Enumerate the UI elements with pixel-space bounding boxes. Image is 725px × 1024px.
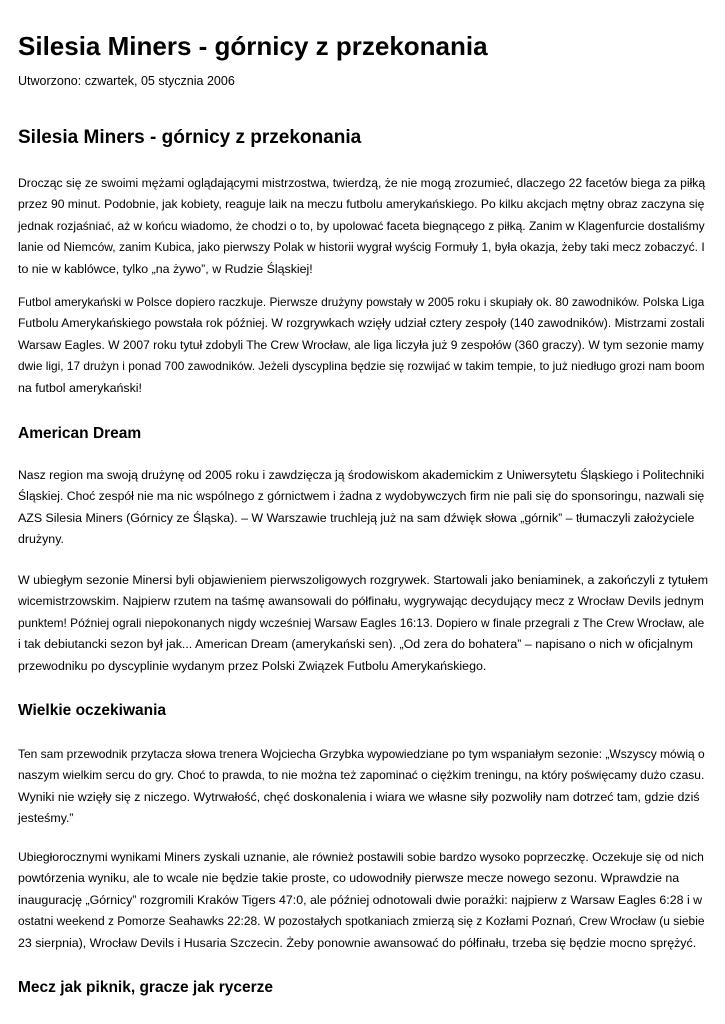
text-line: na futbol amerykański! xyxy=(18,380,142,395)
text-line: Nasz region ma swoją drużynę od 2005 roku i zawdzięcza ją środowiskom akademickim z Uniwersytetu Śląskiego i Politechniki xyxy=(18,468,705,482)
paragraph xyxy=(18,173,708,280)
text-line: lanie od Niemców, zanim Kubica, jako pierwszy Polak w historii wygrał wyścig Formuły 1, była okazja, żeby taki mecz zobaczyć. I xyxy=(18,240,705,255)
text-line: Ten sam przewodnik przytacza słowa trenera Wojciecha Grzybka wypowiedziane po tym wspaniałym sezonie: „Wszyscy mówią o xyxy=(18,747,705,761)
section-heading: Wielkie oczekiwania xyxy=(18,702,167,719)
article-title: Silesia Miners - górnicy z przekonania xyxy=(18,127,362,148)
paragraph xyxy=(18,744,708,830)
text-line: powtórzenia wyniku, ale to wcale nie będzie takie proste, co udowodniły pierwsze mecze nowego sezonu. Wprawdzie na xyxy=(18,871,680,886)
text-line: Wyniki nie wzięły się z niczego. Wytrwałość, chęć doskonalenia i wiara we własne siły pozwoliły nam dotrzeć tam, gdzie dziś xyxy=(18,789,700,804)
text-line: AZS Silesia Miners (Górnicy ze Śląska). – W Warszawie truchleją już na sam dźwięk słowa „górnik” – tłumaczyli założyciele xyxy=(18,510,695,525)
text-line: Śląskiej. Choć zespół nie ma nic wspólnego z górnictwem i żadna z wydobywczych firm nie pali się do sponsoringu, nazwali się xyxy=(18,489,705,504)
text-line: drużyny. xyxy=(18,532,64,547)
text-line: naszym wielkim sercu do gry. Choć to prawda, to nie można też zapominać o ciężkim treningu, na który poświęcamy dużo czasu. xyxy=(18,768,705,783)
text-line: W ubiegłym sezonie Minersi byli objawieniem pierwszoligowych rozgrywek. Startowali jako beniaminek, a zakończyli z tytułem xyxy=(18,573,709,587)
section-heading: American Dream xyxy=(18,425,142,442)
text-line: Warsaw Eagles. W 2007 roku tytuł zdobyli The Crew Wrocław, ale liga liczyła już 9 zespołów (360 graczy). W tym sezonie mamy xyxy=(18,337,704,352)
text-line: punktem! Później ograli niepokonanych nigdy wcześniej Warsaw Eagles 16:13. Dopiero w finale przegrali z The Crew Wrocław, ale xyxy=(18,615,705,630)
created-date: Utworzono: czwartek, 05 stycznia 2006 xyxy=(18,74,235,88)
text-line: 23 sierpnia), Wrocław Devils i Husaria Szczecin. Żeby ponownie awansować do półfinału, trzeba się będzie mocno sprężyć. xyxy=(18,935,697,950)
section-heading: Mecz jak piknik, gracze jak rycerze xyxy=(18,979,274,996)
text-line: i tak debiutancki sezon był jak... American Dream (amerykański sen). „Od zera do bohatera” – napisano o nich w oficjalnym xyxy=(18,637,693,652)
paragraph xyxy=(18,465,708,551)
text-line: jednak rozjaśniać, aż w końcu wiadomo, że chodzi o to, by upolować faceta biegnącego z piłką. Zanim w Klagenfurcie dostaliśmy xyxy=(18,218,705,233)
text-line: to nie w kablówce, tylko „na żywo”, w Rudzie Śląskiej! xyxy=(18,261,313,276)
text-line: jesteśmy.” xyxy=(18,811,74,826)
text-line: Drocząc się ze swoimi mężami oglądającymi mistrzostwa, twierdzą, że nie mogą zrozumieć, dlaczego 22 facetów biega za piłką xyxy=(18,176,706,190)
text-line: dwie ligi, 17 drużyn i ponad 700 zawodników. Jeżeli dyscyplina będzie się rozwijać w takim tempie, to już niedługo grozi nam boom xyxy=(18,359,705,374)
text-line: inaugurację „Górnicy” rozgromili Kraków Tigers 47:0, ale później odnotowali dwie porażki: najpierw z Warsaw Eagles 6:28 i w xyxy=(18,892,703,907)
paragraph xyxy=(18,570,708,677)
text-line: przewodniku po dyscyplinie wydanym przez Polski Związek Futbolu Amerykańskiego. xyxy=(18,658,487,673)
text-line: Ubiegłorocznymi wynikami Miners zyskali uznanie, ale również postawili sobie bardzo wysoko poprzeczkę. Oczekuje się od nich xyxy=(18,850,704,864)
text-line: Futbolu Amerykańskiego powstała rok później. W rozgrywkach wzięły udział cztery zespoły (140 zawodników). Mistrzami zostali xyxy=(18,316,705,331)
text-line: ostatni weekend z Pomorze Seahawks 22:28. W pozostałych spotkaniach zmierzą się z Kozłami Poznań, Crew Wrocław (u siebie xyxy=(18,914,705,929)
text-line: Futbol amerykański w Polsce dopiero raczkuje. Pierwsze drużyny powstały w 2005 roku i skupiały ok. 80 zawodników. Polska Liga xyxy=(18,295,705,309)
text-line: wicemistrzowskim. Najpierw rzutem na taśmę awansowali do półfinału, wygrywając decydujący mecz z Wrocław Devils jednym xyxy=(18,594,704,609)
page-title: Silesia Miners - górnicy z przekonania xyxy=(18,31,488,61)
paragraph xyxy=(18,292,708,399)
text-line: przez 90 minut. Podobnie, jak kobiety, reaguje laik na meczu futbolu amerykańskiego. Po kilku akcjach mętny obraz zaczyna się xyxy=(18,197,705,212)
paragraph xyxy=(18,847,708,954)
